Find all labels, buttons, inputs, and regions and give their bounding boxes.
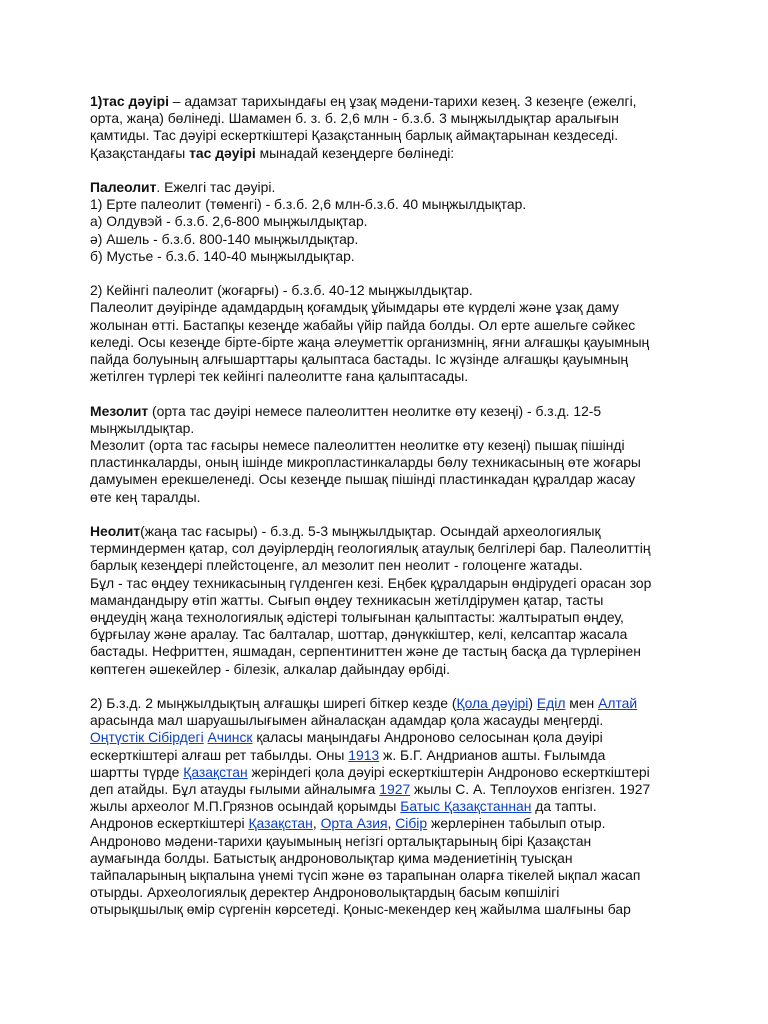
text-run: бұрғылау және аралау. Тас балталар, шоттар, дәнүккіштер, келі, келсаптар жасала [90, 626, 628, 643]
text-run: көптеген әшекейлер - білезік, алкалар дайындау өрбіді. [90, 660, 450, 677]
text-line [90, 368, 690, 385]
text-run: 1) Ерте палеолит (төменгі) - б.з.б. 2,6 млн-б.з.б. 40 мыңжылдықтар. [90, 196, 527, 213]
text-run: (орта тас дәуірі немесе палеолиттен неолитке өту кезеңі) - б.з.д. 12-5 [148, 402, 602, 419]
text-run: шартты түрде [90, 763, 184, 780]
text-run: аумағында болды. Батыстық андроноволықтар қима мәдениетінің туысқан [90, 849, 573, 866]
text-run: (жаңа тас ғасыры) - б.з.д. 5-3 мыңжылдықтар. Осындай археологиялық [140, 523, 601, 540]
text-run: орта, жаңа) бөлінеді. Шамамен б. з. б. 2,6 млн - б.з.б. 3 мыңжылдықтар аралығын [90, 110, 619, 127]
text-line [90, 248, 690, 265]
text-line [90, 317, 690, 334]
text-run: мыңжылдықтар. [90, 419, 195, 436]
text-run: . Ежелгі тас дәуірі. [156, 179, 276, 195]
document-page [90, 93, 690, 919]
paragraph-paleolithic [90, 179, 690, 265]
text-line [90, 540, 690, 557]
text-run: өңдеудің жаңа технологиялық әдістері толығынан қалыптасты: жалтыратып өңдеу, [90, 609, 624, 626]
bold-term: 1)тас дәуірі [90, 93, 169, 109]
text-line [90, 867, 690, 884]
hyperlink[interactable]: 1927 [379, 781, 411, 798]
text-run: мамандандыру өтіп жатты. Сығып өңдеу техникасын жетілдірумен қатар, тасты [90, 591, 604, 608]
hyperlink[interactable]: Еділ [536, 695, 566, 712]
text-run: келеді. Осы кезеңде бірте-бірте жаңа әлеуметтік организмнің, яғни алғашқы қауымның [90, 333, 650, 350]
bold-term: Палеолит [90, 179, 157, 195]
text-run: б) Мустье - б.з.б. 140-40 мыңжылдықтар. [90, 247, 355, 264]
text-run: Палеолит дәуірінде адамдардың қоғамдық ұйымдары өте күрделі және ұзақ даму [90, 299, 619, 316]
hyperlink[interactable]: Батыс Қазақстаннан [400, 798, 532, 815]
text-line [90, 850, 690, 867]
hyperlink[interactable]: Қазақстан [183, 763, 248, 780]
hyperlink[interactable]: Алтай [598, 695, 638, 712]
text-run: мен [565, 695, 599, 712]
text-run: – адамзат тарихындағы ең ұзақ мәдени-тарихи кезең. 3 кезеңге (ежелгі, [168, 93, 637, 109]
text-line [90, 729, 690, 746]
text-run: ескерткіштері алғаш рет табылды. Оны [90, 746, 349, 763]
text-line [90, 231, 690, 248]
text-run: ж. Б.Г. Андрианов ашты. Ғылымда [379, 746, 606, 763]
text-line [90, 798, 690, 815]
text-run: Андроново мәдени-тарихи қауымының негізгі орталықтарының бірі Қазақстан [90, 832, 592, 849]
text-line [90, 420, 690, 437]
text-run: 2) Кейінгі палеолит (жоғарғы) - б.з.б. 40-12 мыңжылдықтар. [90, 282, 473, 299]
paragraph-neolithic [90, 523, 690, 678]
text-line [90, 695, 690, 712]
text-run: жылы С. А. Теплоухов енгізген. 1927 [410, 781, 651, 798]
bold-term: Мезолит [90, 402, 149, 419]
text-run: Қазақстандағы [90, 144, 190, 161]
text-line [90, 471, 690, 488]
paragraph-late-paleolithic [90, 282, 690, 385]
hyperlink[interactable]: 1913 [348, 746, 380, 763]
text-run: қамтиды. Тас дәуірі ескерткіштері Қазақстанның барлық аймақтарынан кездеседі. [90, 127, 619, 144]
text-run: отырықшылық өмір сүргенін көрсетеді. Қоныс-мекендер кең жайылма шалғыны бар [90, 901, 631, 918]
text-run: 2) Б.з.д. 2 мыңжылдықтың алғашқы ширегі біткер кезде ( [90, 695, 457, 712]
text-line [90, 213, 690, 230]
text-line [90, 643, 690, 660]
paragraph-mesolithic [90, 403, 690, 506]
text-line [90, 282, 690, 299]
text-line [90, 815, 690, 832]
text-line [90, 454, 690, 471]
text-run: өте кең таралды. [90, 488, 201, 505]
text-line [90, 110, 690, 127]
text-run: арасында мал шаруашылығымен айналасқан адамдар қола жасауды меңгерді. [90, 712, 604, 729]
text-line [90, 833, 690, 850]
text-line [90, 403, 690, 420]
text-line [90, 93, 690, 110]
text-line [90, 781, 690, 798]
text-run: терминдермен қатар, сол дәуірлердің геологиялық атаулық белгілері бар. Палеолиттің [90, 540, 651, 557]
text-run: отырды. Археологиялық деректер Андроноволықтардың басым көпшілігі [90, 884, 560, 901]
text-line [90, 489, 690, 506]
text-line [90, 592, 690, 609]
text-line [90, 437, 690, 454]
paragraph-bronze-age [90, 695, 690, 919]
text-run: ә) Ашель - б.з.б. 800-140 мыңжылдықтар. [90, 230, 359, 247]
text-run: тайпаларының ықпалына үнемі түсіп және өз тарапынан оларға тікелей ықпал жасап [90, 867, 641, 884]
text-run: да тапты. [531, 798, 597, 815]
text-line [90, 626, 690, 643]
text-line [90, 661, 690, 678]
text-line [90, 334, 690, 351]
text-run: Мезолит (орта тас ғасыры немесе палеолиттен неолитке өту кезеңі) пышақ пішінді [90, 437, 625, 454]
text-run: деп атайды. Бұл атауды ғылыми айналымға [90, 781, 380, 798]
text-line [90, 523, 690, 540]
text-line [90, 351, 690, 368]
text-line [90, 299, 690, 316]
text-line [90, 145, 690, 162]
text-run: , [387, 815, 396, 832]
hyperlink[interactable]: Оңтүстік Сібірдегі [90, 729, 204, 746]
hyperlink[interactable]: Қола дәуірі [456, 695, 529, 712]
text-line [90, 609, 690, 626]
hyperlink[interactable]: Орта Азия [320, 815, 388, 832]
text-run: жерлерінен табылып отыр. [427, 815, 606, 832]
text-run: , [312, 815, 321, 832]
text-run: Бұл - тас өңдеу техникасының гүлденген кезі. Еңбек құралдарын өндірудегі орасан зор [90, 574, 652, 591]
hyperlink[interactable]: Ачинск [207, 729, 253, 746]
hyperlink[interactable]: Сібір [395, 815, 428, 832]
text-run: жылы археолог М.П.Грязнов осындай қорымды [90, 798, 401, 815]
text-run: дамуымен ерекшеленеді. Осы кезеңде пышақ пішінді пластинкадан құралдар жасау [90, 471, 636, 488]
text-line [90, 884, 690, 901]
text-line [90, 747, 690, 764]
bold-term: тас дәуірі [189, 144, 256, 161]
text-run: Андронов ескерткіштері [90, 815, 249, 832]
text-run: барлық кезеңдері плейстоценге, ал мезолит пен неолит - голоценге жатады. [90, 557, 583, 574]
text-line [90, 901, 690, 918]
text-run: қаласы маңындағы Андроново селосынан қола дәуірі [252, 729, 603, 746]
text-run: ) [528, 695, 537, 712]
text-run: жетілген түрлері тек кейінгі палеолитте ғана қалыптасады. [90, 368, 469, 385]
text-run: жолынан өтті. Бастапқы кезеңде жабайы үйір пайда болды. Ол ерте ашельге сәйкес [90, 316, 636, 333]
text-line [90, 764, 690, 781]
text-line [90, 712, 690, 729]
hyperlink[interactable]: Қазақстан [248, 815, 313, 832]
text-line [90, 575, 690, 592]
text-run: жеріндегі қола дәуірі ескерткіштерін Андроново ескерткіштері [247, 763, 650, 780]
text-run: пластинкаларды, оның ішінде микропластинкаларды бөлу техникасының өте жоғары [90, 454, 641, 471]
text-run: бастады. Нефриттен, яшмадан, серпентиниттен және де тастың басқа да түрлерінен [90, 643, 641, 660]
text-line [90, 557, 690, 574]
paragraph-stone-age [90, 93, 690, 162]
text-run: пайда болуының алғышарттары қалыптаса бастады. Іс жүзінде алғашқы қауымның [90, 351, 629, 368]
text-run: мынадай кезеңдерге бөлінеді: [255, 144, 455, 161]
text-line [90, 127, 690, 144]
bold-term: Неолит [90, 523, 141, 540]
text-line [90, 179, 690, 196]
text-line [90, 196, 690, 213]
text-run: а) Олдувэй - б.з.б. 2,6-800 мыңжылдықтар. [90, 213, 368, 230]
